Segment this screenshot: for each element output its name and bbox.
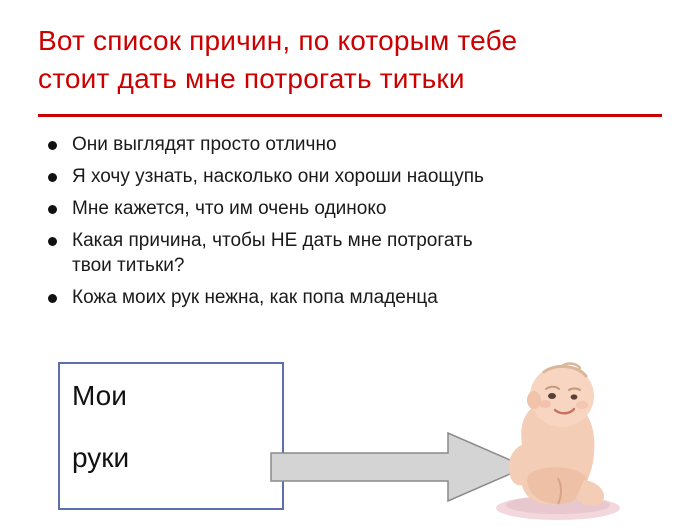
title-divider [38,114,662,117]
title-line-1: Вот список причин, по которым тебе [38,25,518,56]
my-hands-line-1: Мои [72,380,127,411]
my-hands-callout-box [58,362,284,510]
list-item [40,285,670,310]
bullet-dot-icon [48,173,57,182]
bullet-dot-icon [48,141,57,150]
title-line-2: стоит дать мне потрогать титьки [38,63,465,94]
baby-photo [466,352,632,520]
bullet-dot-icon [48,294,57,303]
list-item-text: Мне кажется, что им очень одиноко [72,198,387,219]
bullet-dot-icon [48,237,57,246]
list-item-text: Кожа моих рук нежна, как попа младенца [72,287,438,308]
bullet-dot-icon [48,205,57,214]
list-item [40,132,670,157]
list-item-text-continuation: твои титьки? [72,255,185,276]
list-item [40,196,670,221]
list-item [40,164,670,189]
reasons-list [40,132,670,317]
list-item [40,228,670,278]
my-hands-line-2: руки [72,442,130,473]
list-item-text: Я хочу узнать, насколько они хороши наощупь [72,166,484,187]
list-item-text: Они выглядят просто отлично [72,134,337,155]
page-title [38,22,668,98]
list-item-text: Какая причина, чтобы НЕ дать мне потрогать [72,230,473,251]
